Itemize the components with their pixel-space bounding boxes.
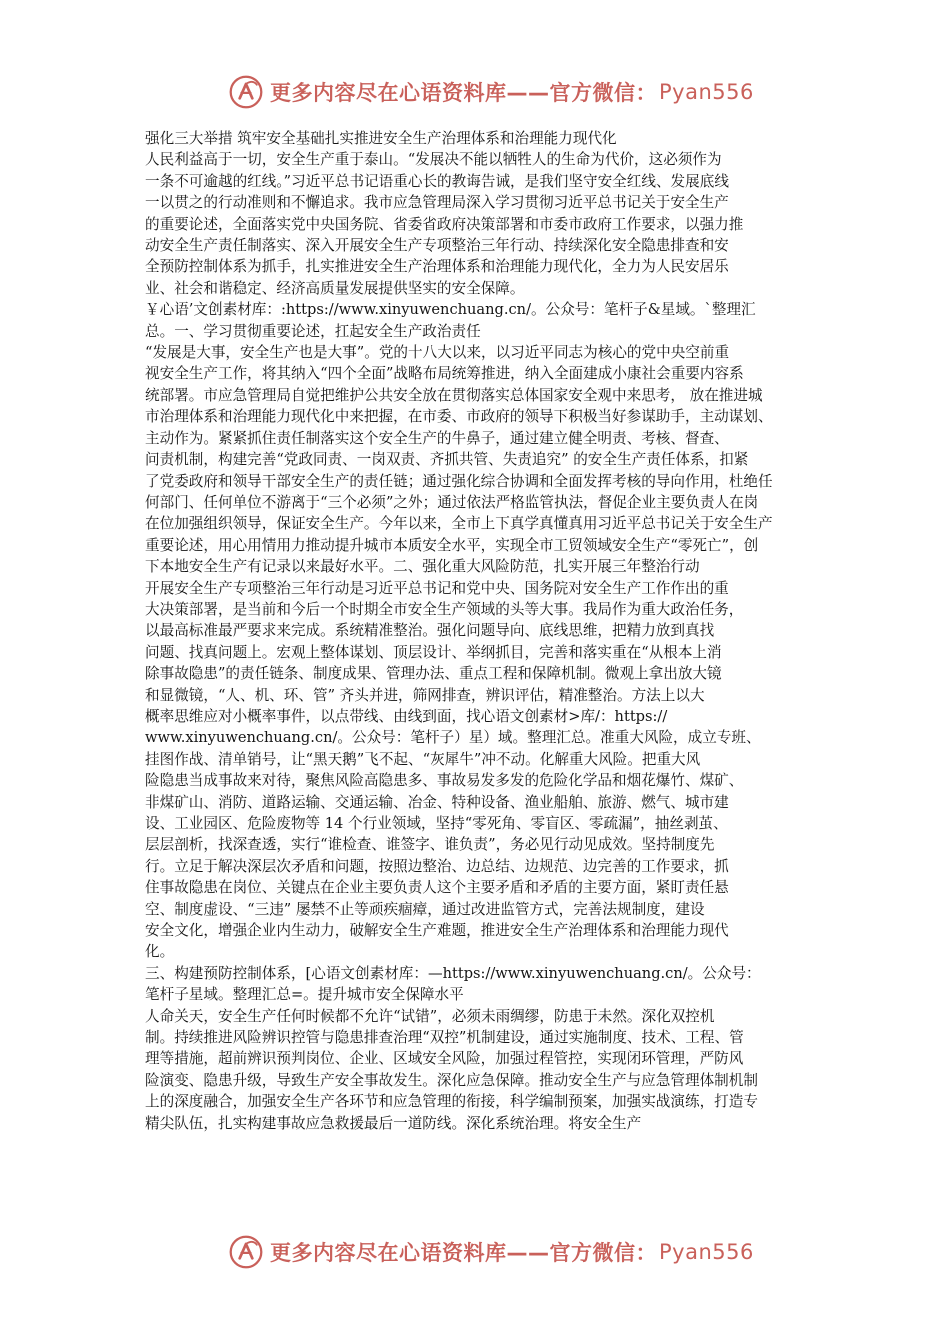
footer-banner — [228, 1232, 754, 1272]
text-line: 以最高标准最严要求来完成。系统精准整治。强化问题导向、底线思维，把精力放到真找 — [145, 622, 715, 640]
text-line: 住事故隐患在岗位、关键点在企业主要负责人这个主要矛盾和矛盾的主要方面，紧盯责任悬 — [145, 879, 729, 897]
wechat-id: Pyan556 — [659, 80, 754, 104]
text-line: 三、构建预防控制体系，[心语文创素材库：—https://www.xinyuwenchuang.cn/。公众号： — [145, 964, 761, 982]
text-line: 制。持续推进风险辨识控管与隐患排查治理“双控”机制建设，通过实施制度、技术、工程、管 — [145, 1029, 744, 1047]
text-line: ￥心语’文创素材库：:https://www.xinyuwenchuang.cn/。公众号：笔杆子&星域。`整理汇 — [145, 301, 756, 319]
text-line: 行。立足于解决深层次矛盾和问题，按照边整治、边总结、边规范、边完善的工作要求，抓 — [145, 857, 729, 875]
text-line: 问责机制，构建完善“党政同责、一岗双责、齐抓共管、失责追究” 的安全生产责任体系，扣紧 — [145, 451, 749, 469]
text-line: 概率思维应对小概率事件，以点带线、由线到面，找心语文创素材>库/：https:// — [145, 707, 668, 725]
text-line: 一以贯之的行动准则和不懈追求。我市应急管理局深入学习贯彻习近平总书记关于安全生产 — [145, 194, 729, 212]
text-line: 空、制度虚设、“三违” 屡禁不止等顽疾痼瘴，通过改进监管方式，完善法规制度，建设 — [145, 900, 705, 918]
text-line: 设、工业园区、危险废物等 14 个行业领域，坚持“零死角、零盲区、零疏漏”，抽丝剥茧、 — [145, 815, 728, 832]
text-line: 险演变、隐患升级，导致生产安全事故发生。深化应急保障。推动安全生产与应急管理体制机制 — [145, 1071, 758, 1089]
text-line: 层层剖析，找深查透，实行“谁检查、谁签字、谁负责”，务必见行动见成效。坚持制度先 — [145, 836, 715, 854]
wechat-id: Pyan556 — [659, 1240, 754, 1264]
text-line: 除事故隐患”的责任链条、制度成果、管理办法、重点工程和保障机制。微观上拿出放大镜 — [145, 665, 722, 683]
ribbon-logo-icon — [228, 1234, 264, 1270]
banner-text: 更多内容尽在心语资料库——官方微信： — [270, 1241, 657, 1265]
document-body — [145, 128, 817, 1134]
text-line: 非煤矿山、消防、道路运输、交通运输、冶金、特种设备、渔业船舶、旅游、燃气、城市建 — [145, 793, 729, 811]
text-line: 精尖队伍，扎实构建事故应急救援最后一道防线。深化系统治理。将安全生产 — [145, 1114, 642, 1132]
text-line: 业、社会和谐稳定、经济高质量发展提供坚实的安全保障。 — [145, 279, 525, 297]
ribbon-logo-icon — [228, 74, 264, 110]
text-line: 理等措施，超前辨识预判岗位、企业、区域安全风险，加强过程管控，实现闭环管理，严防风 — [145, 1050, 744, 1068]
text-line: 在位加强组织领导，保证安全生产。今年以来，全市上下真学真懂真用习近平总书记关于安全生产 — [145, 515, 773, 533]
text-line: 安全文化，增强企业内生动力，破解安全生产难题，推进安全生产治理体系和治理能力现代 — [145, 922, 729, 940]
text-line: 问题、找真问题上。宏观上整体谋划、顶层设计、举纲抓目，完善和落实重在“从根本上消 — [145, 643, 722, 661]
text-line: 总。一、学习贯彻重要论述，扛起安全生产政治责任 — [145, 322, 481, 340]
text-line: 化。 — [145, 943, 175, 961]
text-line: 上的深度融合，加强安全生产各环节和应急管理的衔接，科学编制预案，加强实战演练，打造专 — [145, 1093, 758, 1111]
text-line: www.xinyuwenchuang.cn/。公众号：笔杆子）星）域。整理汇总。准重大风险，成立专班、 — [145, 729, 761, 747]
text-line: “发展是大事，安全生产也是大事”。党的十八大以来，以习近平同志为核心的党中央空前重 — [145, 344, 730, 362]
document-title: 强化三大举措 筑牢安全基础扎实推进安全生产治理体系和治理能力现代化 — [145, 130, 617, 147]
text-line: 主动作为。紧紧抓住责任制落实这个安全生产的牛鼻子，通过建立健全明责、考核、督查、 — [145, 429, 729, 447]
text-line: 动安全生产责任制落实、深入开展安全生产专项整治三年行动、持续深化安全隐患排查和安 — [145, 237, 729, 255]
text-line: 大决策部署，是当前和今后一个时期全市安全生产领域的头等大事。我局作为重大政治任务， — [145, 600, 744, 618]
banner-text: 更多内容尽在心语资料库——官方微信： — [270, 81, 657, 105]
text-line: 全预防控制体系为抓手，扎实推进安全生产治理体系和治理能力现代化，全力为人民安居乐 — [145, 258, 729, 276]
text-line: 人民利益高于一切，安全生产重于泰山。“发展决不能以牺牲人的生命为代价，这必须作为 — [145, 151, 722, 169]
text-line: 一条不可逾越的红线。”习近平总书记语重心长的教诲告诫，是我们坚守安全红线、发展底线 — [145, 172, 729, 190]
text-line: 统部署。市应急管理局自觉把维护公共安全放在贯彻落实总体国家安全观中来思考， 放在推进城 — [145, 386, 763, 404]
text-line: 了党委政府和领导干部安全生产的责任链；通过强化综合协调和全面发挥考核的导向作用，杜绝任 — [145, 472, 773, 490]
text-line: 和显微镜，“人、机、环、管” 齐头并进，筛网排查，辨识评估，精准整治。方法上以大 — [145, 686, 705, 704]
text-line: 下本地安全生产有记录以来最好水平。二、强化重大风险防范，扎实开展三年整治行动 — [145, 558, 700, 576]
text-line: 笔杆子星域。整理汇总=。提升城市安全保障水平 — [145, 986, 464, 1004]
text-line: 何部门、任何单位不游离于“三个必须”之外；通过依法严格监管执法，督促企业主要负责人在岗 — [145, 493, 759, 511]
header-banner — [228, 72, 754, 112]
text-line: 视安全生产工作，将其纳入“四个全面”战略布局统筹推进，纳入全面建成小康社会重要内容系 — [145, 365, 744, 383]
text-line: 险隐患当成事故来对待，聚焦风险高隐患多、事故易发多发的危险化学品和烟花爆竹、煤矿、 — [145, 772, 744, 790]
text-line: 挂图作战、清单销号，让“黑天鹅”飞不起、“灰犀牛”冲不动。化解重大风险。把重大风 — [145, 750, 701, 768]
text-line: 开展安全生产专项整治三年行动是习近平总书记和党中央、国务院对安全生产工作作出的重 — [145, 579, 729, 597]
text-line: 重要论述，用心用情用力推动提升城市本质安全水平，实现全市工贸领域安全生产“零死亡”，创 — [145, 536, 759, 554]
text-line: 人命关天，安全生产任何时候都不允许“试错”，必须未雨绸缪，防患于未然。深化双控机 — [145, 1007, 715, 1025]
text-line: 市治理体系和治理能力现代化中来把握，在市委、市政府的领导下积极当好参谋助手，主动谋划、 — [145, 408, 773, 426]
text-line: 的重要论述，全面落实党中央国务院、省委省政府决策部署和市委市政府工作要求，以强力推 — [145, 215, 744, 233]
